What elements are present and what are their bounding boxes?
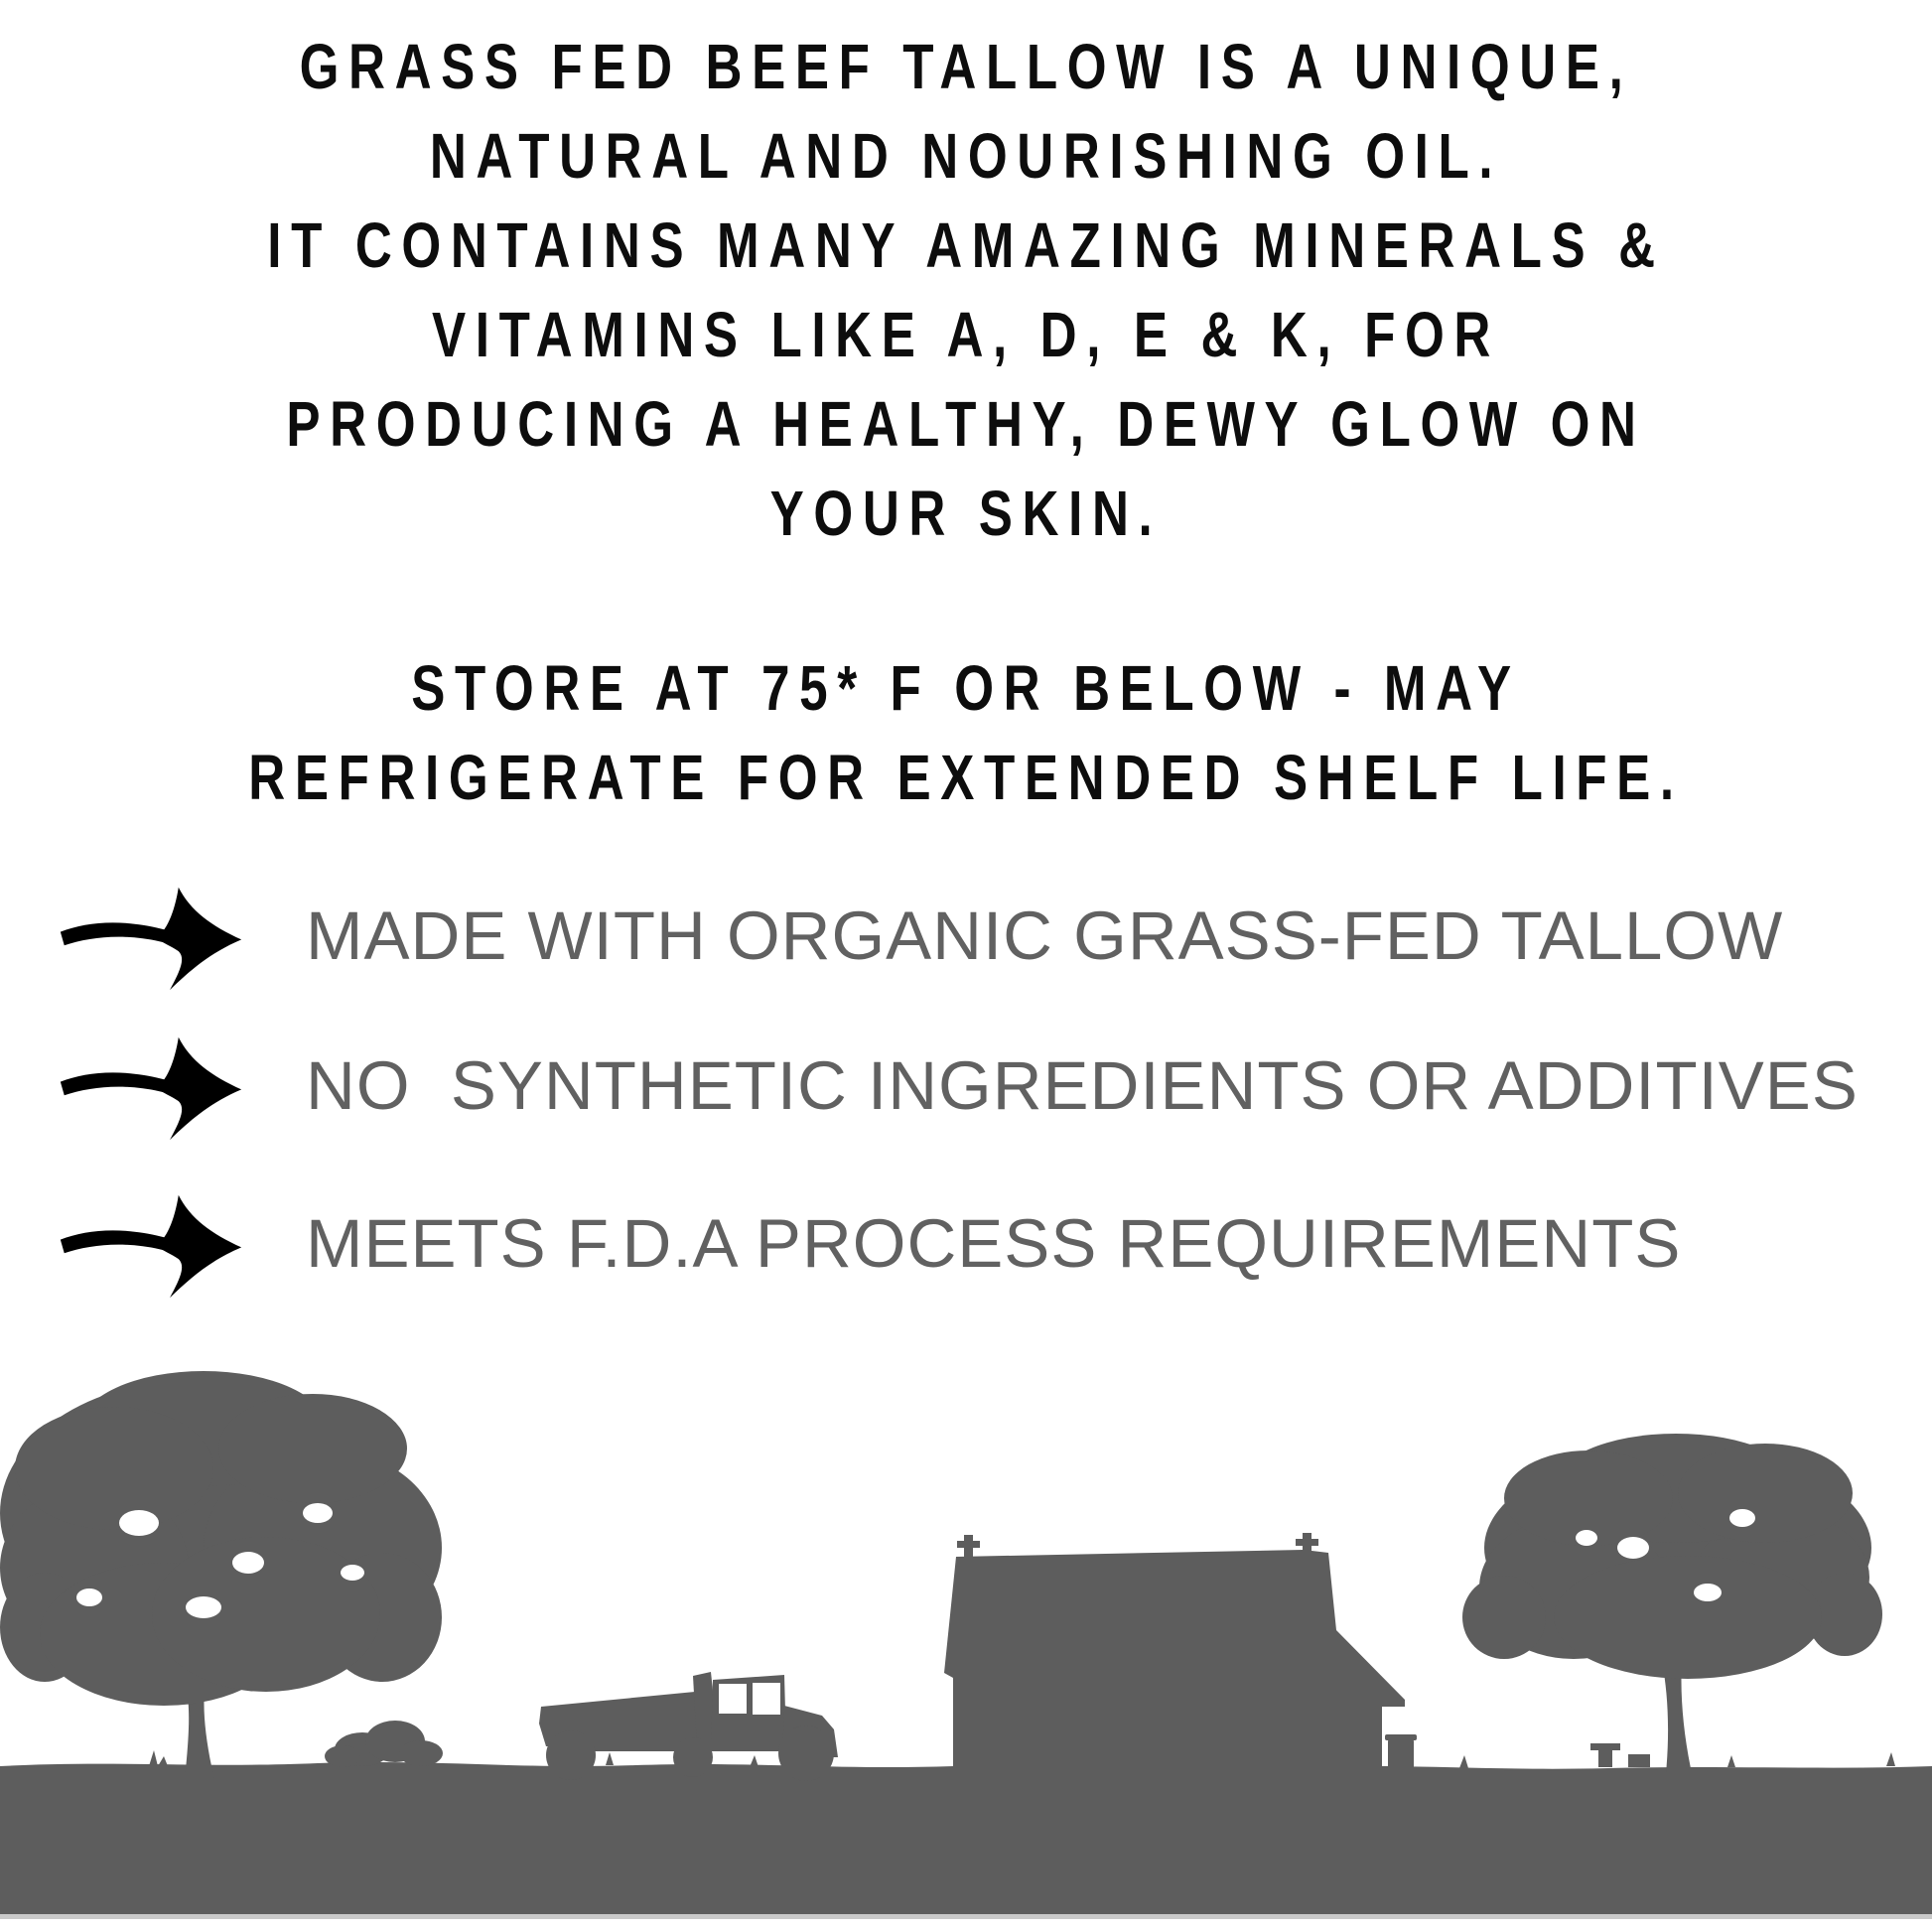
- pedestal: [1590, 1743, 1650, 1767]
- intro-paragraph: [194, 22, 1739, 558]
- intro-line: YOUR SKIN.: [769, 478, 1163, 549]
- bush: [325, 1721, 443, 1767]
- bullet-label: NO SYNTHETIC INGREDIENTS OR ADDITIVES: [306, 1046, 1859, 1124]
- left-tree: [0, 1371, 442, 1779]
- intro-line: IT CONTAINS MANY AMAZING MINERALS &: [267, 209, 1665, 281]
- storage-line: STORE AT 75* F OR BELOW - MAY: [411, 652, 1521, 724]
- farm-silhouette: [0, 1364, 1932, 1932]
- ground: [0, 1750, 1932, 1914]
- ground-edge-line: [0, 1914, 1932, 1919]
- intro-line: GRASS FED BEEF TALLOW IS A UNIQUE,: [299, 31, 1633, 102]
- truck-wheel: [546, 1730, 596, 1780]
- bullet-row: [55, 1021, 1859, 1150]
- trash-bin: [1388, 1738, 1414, 1770]
- bullet-row: [55, 871, 1783, 1000]
- intro-line: VITAMINS LIKE A, D, E & K, FOR: [432, 299, 1500, 370]
- dump-truck: [539, 1672, 838, 1781]
- truck-window: [753, 1683, 780, 1715]
- trash-bin-lid: [1385, 1734, 1417, 1740]
- intro-line: NATURAL AND NOURISHING OIL.: [429, 120, 1503, 192]
- storage-line: REFRIGERATE FOR EXTENDED SHELF LIFE.: [248, 742, 1684, 813]
- yard-block: [1628, 1754, 1650, 1767]
- right-tree: [1462, 1434, 1882, 1773]
- arrow-right-icon: [55, 878, 248, 994]
- bullet-row: [55, 1178, 1681, 1308]
- barn-finial: [957, 1541, 980, 1548]
- truck-window: [719, 1684, 747, 1714]
- arrow-right-icon: [55, 1185, 248, 1302]
- intro-line: PRODUCING A HEALTHY, DEWY GLOW ON: [286, 388, 1646, 460]
- bullet-label: MEETS F.D.A PROCESS REQUIREMENTS: [306, 1204, 1682, 1282]
- truck-wheel: [673, 1737, 713, 1777]
- barn: [944, 1533, 1417, 1770]
- bullet-label: MADE WITH ORGANIC GRASS-FED TALLOW: [306, 897, 1784, 974]
- arrow-right-icon: [55, 1028, 248, 1144]
- truck-wheel: [778, 1725, 834, 1781]
- storage-instructions: [194, 643, 1739, 822]
- barn-finial: [1296, 1539, 1318, 1546]
